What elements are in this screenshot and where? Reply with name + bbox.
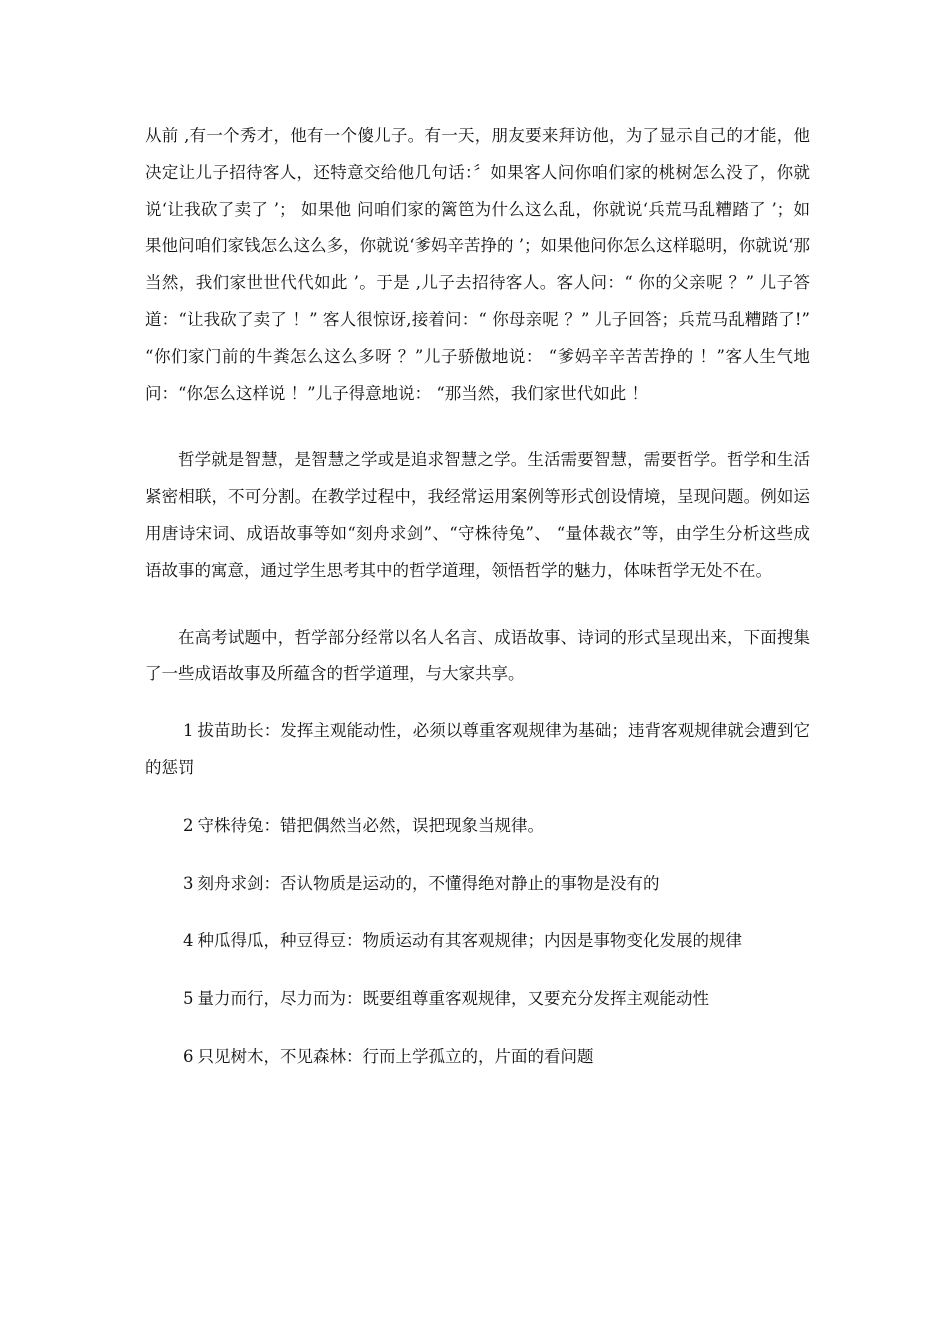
idiom-number: 6	[182, 1046, 194, 1066]
idiom-item	[145, 923, 810, 960]
idiom-number: 1	[182, 721, 194, 741]
idiom-text: 种瓜得瓜，种豆得豆：物质运动有其客观规律；内因是事物变化发展的规律	[197, 931, 742, 951]
idiom-text: 量力而行，尽力而为：既要组尊重客观规律，又要充分发挥主观能动性	[197, 989, 709, 1009]
philosophy-intro-paragraph: 哲学就是智慧，是智慧之学或是追求智慧之学。生活需要智慧，需要哲学。哲学和生活紧密相联，不可分割。在教学过程中，我经常运用案例等形式创设情境，呈现问题。例如运用唐诗宋词、成语故事等如“刻舟求剑”、“守株待兔”、 “量体裁衣”等，由学生分析这些成语故事的寓意，通过学生思考其中的哲学道理，领悟哲学的魅力，体味哲学无处不在。	[145, 450, 810, 580]
idiom-number: 5	[182, 989, 194, 1009]
idiom-item	[145, 866, 810, 903]
idiom-number: 2	[182, 815, 194, 835]
idiom-item	[145, 713, 810, 787]
document-page	[145, 118, 810, 1097]
idiom-item	[145, 1039, 810, 1076]
idiom-item	[145, 808, 810, 845]
idiom-text: 守株待兔：错把偶然当必然，误把现象当规律。	[197, 815, 544, 835]
idiom-number: 4	[182, 931, 194, 951]
idiom-number: 3	[182, 873, 194, 893]
story-paragraph: 从前 ,有一个秀才，他有一个傻儿子。有一天，朋友要来拜访他，为了显示自己的才能，他决定让儿子招待客人，还特意交给他几句话：〞如果客人问你咱们家的桃树怎么没了，你就说‘让我砍了卖了 ’； 如果他 问咱们家的篱笆为什么这么乱，你就说‘兵荒马乱糟踏了 ’；如果他问咱们家钱怎么这么多，你就说‘爹妈辛苦挣的 ’；如果他问你怎么这样聪明，你就说‘那当然，我们家世世代代如此 ’。于是 ,儿子去招待客人。客人问：“ 你的父亲呢 ？” 儿子答道：“让我砍了卖了 ！” 客人很惊讶,接着问：“ 你母亲呢 ？” 儿子回答；兵荒马乱糟踏了!” “你们家门前的牛粪怎么这么多呀 ？”儿子骄傲地说： “爹妈辛辛苦苦挣的 ！”客人生气地问：“你怎么这样说 ！”儿子得意地说： “那当然，我们家世代如此 ！	[145, 126, 810, 403]
idiom-item	[145, 981, 810, 1018]
idiom-text: 只见树木，不见森林：行而上学孤立的，片面的看问题	[197, 1046, 594, 1066]
exam-intro-paragraph: 在高考试题中，哲学部分经常以名人名言、成语故事、诗词的形式呈现出来，下面搜集了一些成语故事及所蕴含的哲学道理，与大家共享。	[145, 627, 810, 684]
idiom-text: 拔苗助长：发挥主观能动性，必须以尊重客观规律为基础；违背客观规律就会遭到它的惩罚	[145, 721, 810, 777]
idiom-text: 刻舟求剑：否认物质是运动的，不懂得绝对静止的事物是没有的	[197, 873, 660, 893]
